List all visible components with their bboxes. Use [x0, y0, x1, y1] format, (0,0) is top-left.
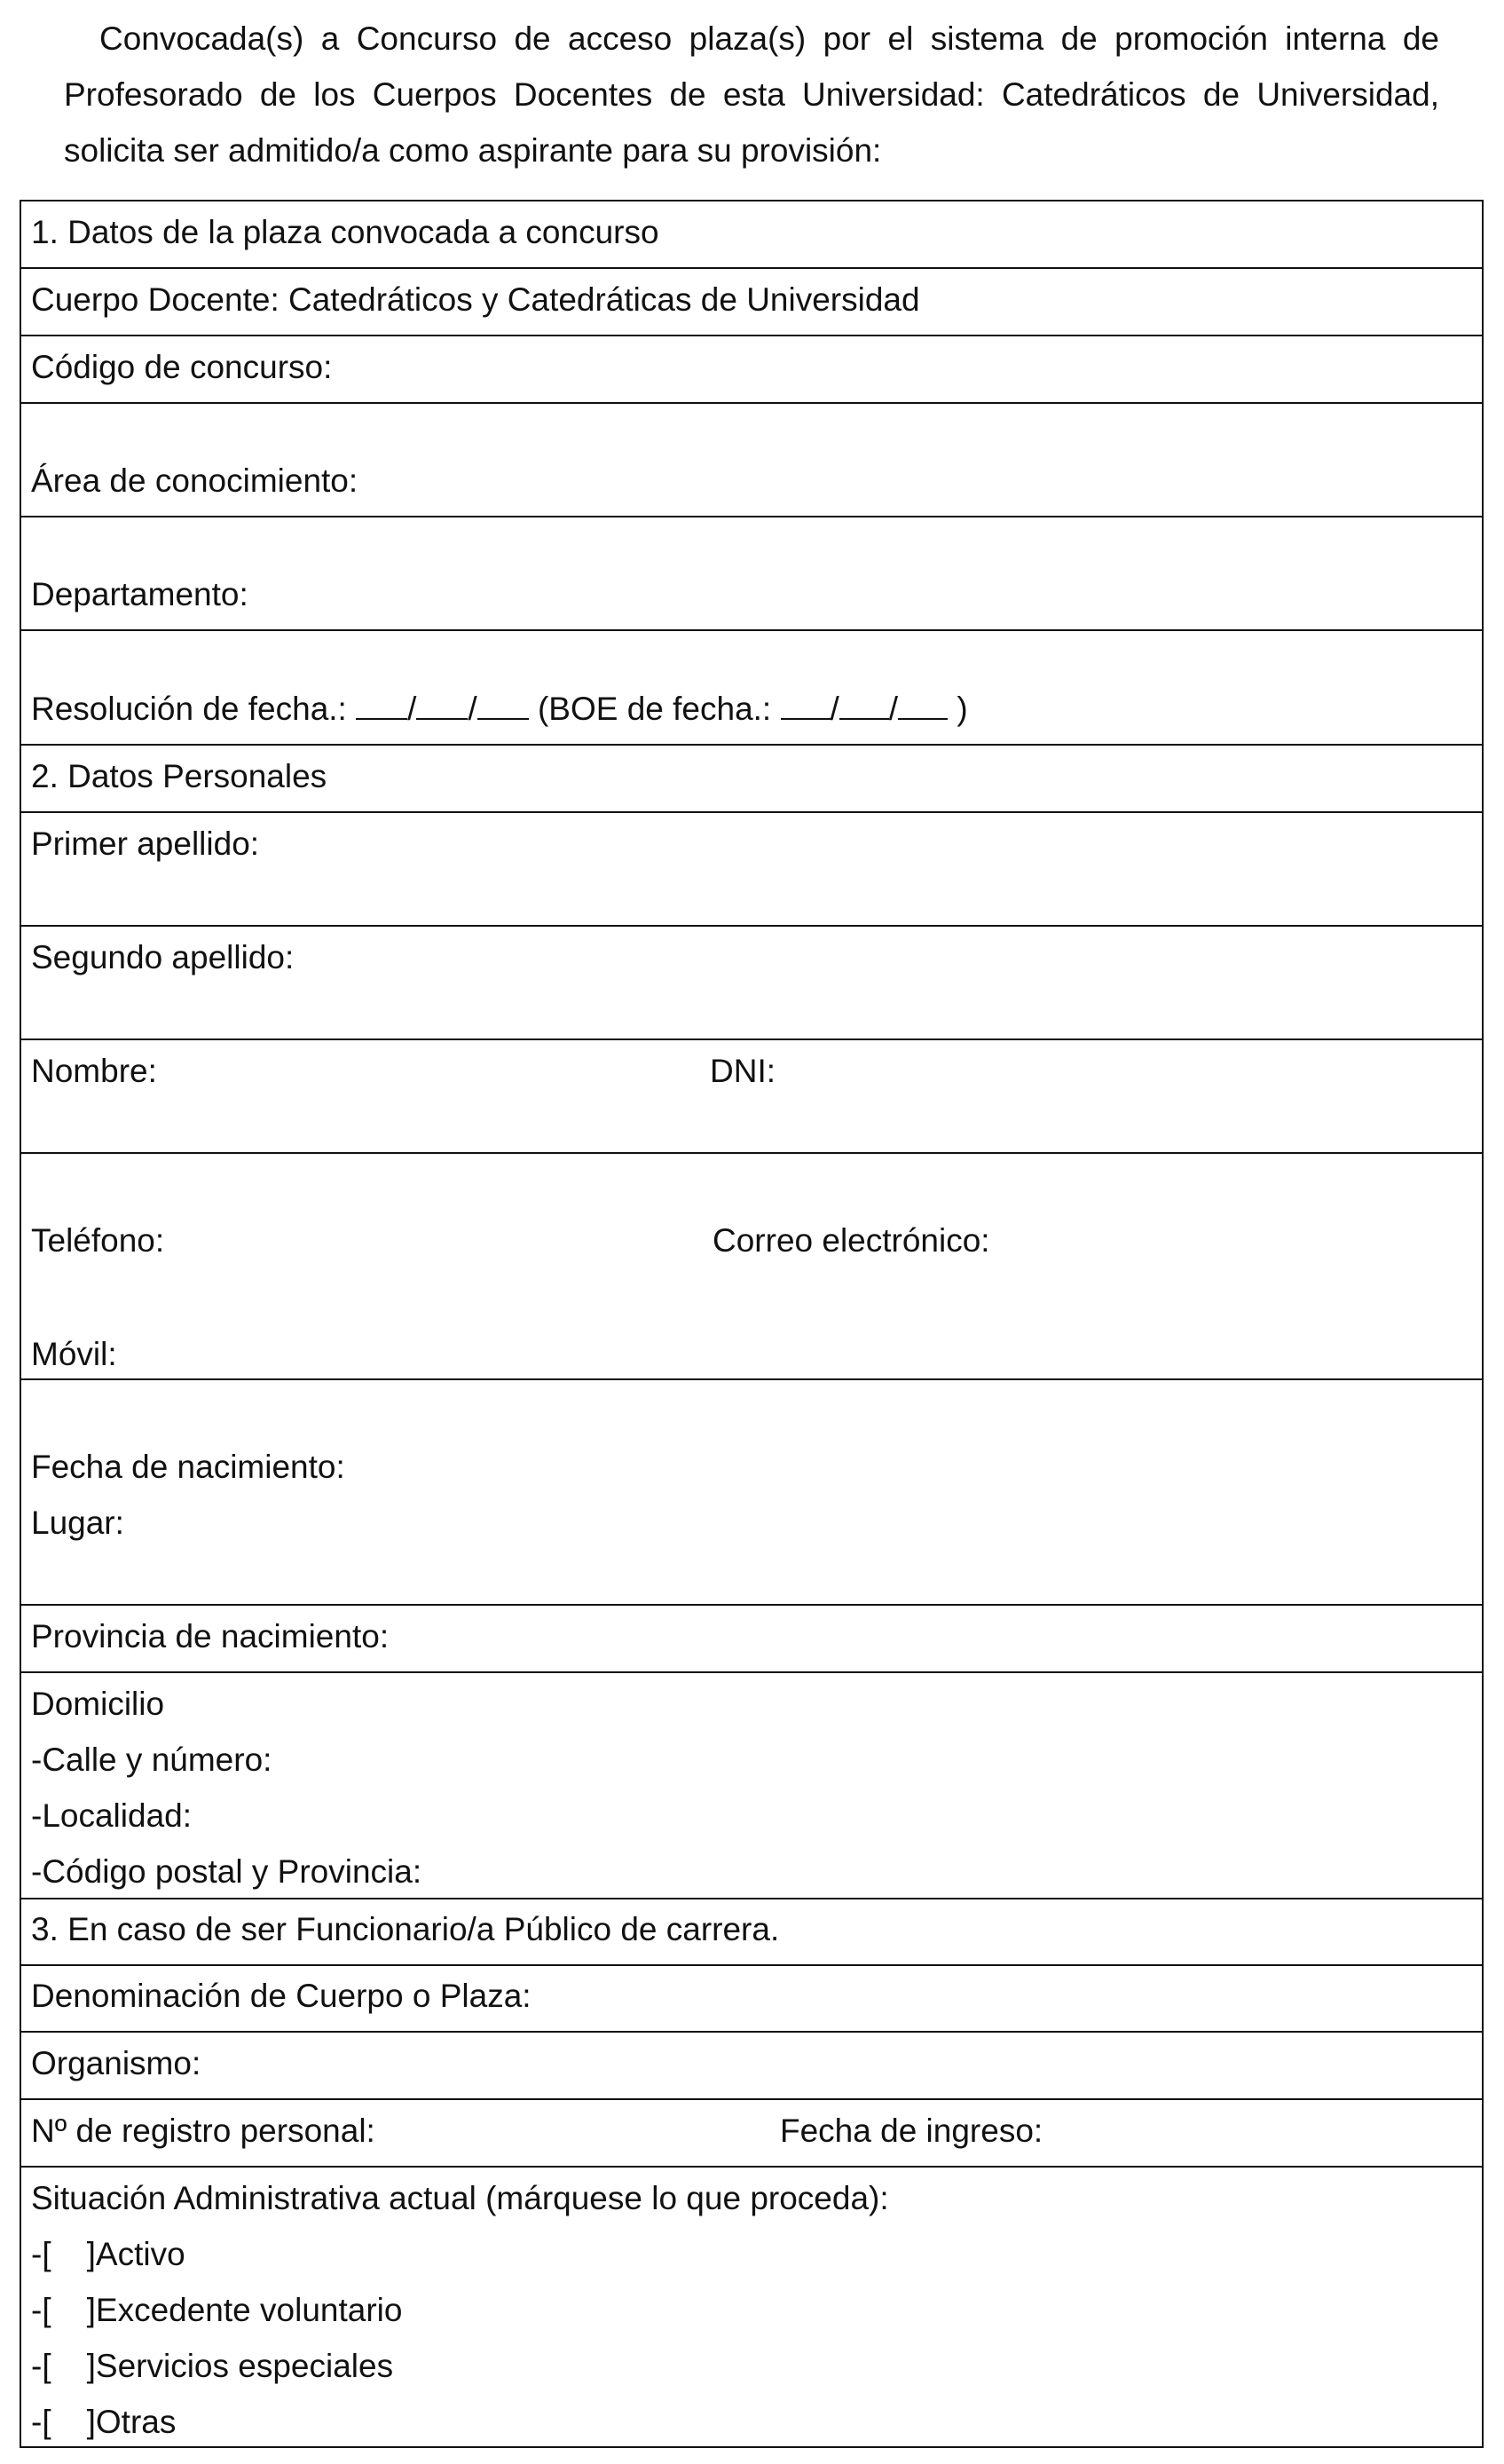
situacion-administrativa-label: Situación Administrativa actual (márquese lo que proceda):	[31, 2180, 889, 2216]
section2-heading: 2. Datos Personales	[31, 758, 327, 794]
fecha-ingreso-label: Fecha de ingreso:	[780, 2113, 1043, 2149]
date-blank[interactable]	[898, 690, 948, 720]
option-label: Otras	[95, 2404, 177, 2440]
row-divider	[21, 1604, 1482, 1606]
provincia-nacimiento-label: Provincia de nacimiento:	[31, 1618, 390, 1655]
row-divider	[21, 267, 1482, 269]
row-divider	[21, 1378, 1482, 1380]
primer-apellido-label: Primer apellido:	[31, 825, 260, 862]
codigo-postal-label: -Código postal y Provincia:	[31, 1853, 422, 1890]
checkbox-close: ]	[86, 2348, 96, 2384]
denominacion-label: Denominación de Cuerpo o Plaza:	[31, 1978, 532, 2014]
departamento-label: Departamento:	[31, 576, 248, 612]
row-divider	[21, 2031, 1482, 2033]
checkbox-open: -[	[31, 2236, 51, 2272]
boe-close: )	[957, 691, 968, 727]
lugar-label: Lugar:	[31, 1504, 124, 1541]
area-conocimiento-label: Área de conocimiento:	[31, 462, 358, 499]
option-label: Servicios especiales	[95, 2348, 394, 2384]
correo-label: Correo electrónico:	[713, 1222, 990, 1259]
date-blank[interactable]	[781, 690, 831, 720]
localidad-label: -Localidad:	[31, 1797, 193, 1834]
row-divider	[21, 744, 1482, 746]
checkbox-close: ]	[86, 2292, 96, 2328]
row-divider	[21, 1152, 1482, 1154]
row-divider	[21, 402, 1482, 404]
section3-heading: 3. En caso de ser Funcionario/a Público de carrera.	[31, 1911, 780, 1947]
row-divider	[21, 629, 1482, 631]
fecha-nacimiento-label: Fecha de nacimiento:	[31, 1449, 345, 1485]
checkbox-close: ]	[86, 2236, 96, 2272]
row-divider	[21, 1898, 1482, 1899]
dni-label: DNI:	[710, 1053, 776, 1089]
resolucion-label: Resolución de fecha.:	[31, 691, 347, 727]
row-divider	[21, 2166, 1482, 2168]
boe-label: (BOE de fecha.:	[537, 691, 772, 727]
date-separator: /	[888, 691, 899, 727]
date-blank[interactable]	[477, 690, 529, 720]
row-divider	[21, 1671, 1482, 1673]
telefono-label: Teléfono:	[31, 1222, 165, 1259]
movil-label: Móvil:	[31, 1336, 117, 1372]
row-divider	[21, 811, 1482, 813]
section1-heading: 1. Datos de la plaza convocada a concurso	[31, 214, 659, 250]
row-divider	[21, 925, 1482, 927]
checkbox-open: -[	[31, 2292, 51, 2328]
date-separator: /	[468, 691, 477, 727]
option-activo[interactable]	[31, 2235, 185, 2274]
option-otras[interactable]	[31, 2403, 176, 2442]
cuerpo-docente-label: Cuerpo Docente: Catedráticos y Catedráticas de Universidad	[31, 281, 920, 318]
date-blank[interactable]	[416, 690, 468, 720]
registro-personal-label: Nº de registro personal:	[31, 2113, 375, 2149]
date-blank[interactable]	[356, 690, 407, 720]
option-excedente[interactable]	[31, 2291, 402, 2330]
row-divider	[21, 335, 1482, 336]
row-divider	[21, 1964, 1482, 1966]
row-divider	[21, 516, 1482, 517]
codigo-concurso-label: Código de concurso:	[31, 349, 333, 385]
option-label: Excedente voluntario	[95, 2292, 403, 2328]
resolucion-fecha-row	[31, 690, 968, 729]
option-servicios[interactable]	[31, 2347, 393, 2386]
checkbox-close: ]	[86, 2404, 96, 2440]
checkbox-open: -[	[31, 2404, 51, 2440]
domicilio-label: Domicilio	[31, 1686, 165, 1722]
application-form	[20, 200, 1484, 2448]
calle-numero-label: -Calle y número:	[31, 1741, 272, 1778]
date-blank[interactable]	[839, 690, 889, 720]
row-divider	[21, 1039, 1482, 1040]
checkbox-open: -[	[31, 2348, 51, 2384]
row-divider	[21, 2098, 1482, 2100]
nombre-label: Nombre:	[31, 1053, 157, 1089]
date-separator: /	[830, 691, 839, 727]
intro-paragraph: Convocada(s) a Concurso de acceso plaza(s) por el sistema de promoción interna de Profesorado de los Cuerpos Docentes de esta Universidad: Catedráticos de Universidad, solicita ser admitido/a como aspirante para su provisión:	[64, 20, 1439, 169]
option-label: Activo	[95, 2236, 185, 2272]
organismo-label: Organismo:	[31, 2045, 201, 2081]
segundo-apellido-label: Segundo apellido:	[31, 939, 295, 975]
date-separator: /	[407, 691, 417, 727]
